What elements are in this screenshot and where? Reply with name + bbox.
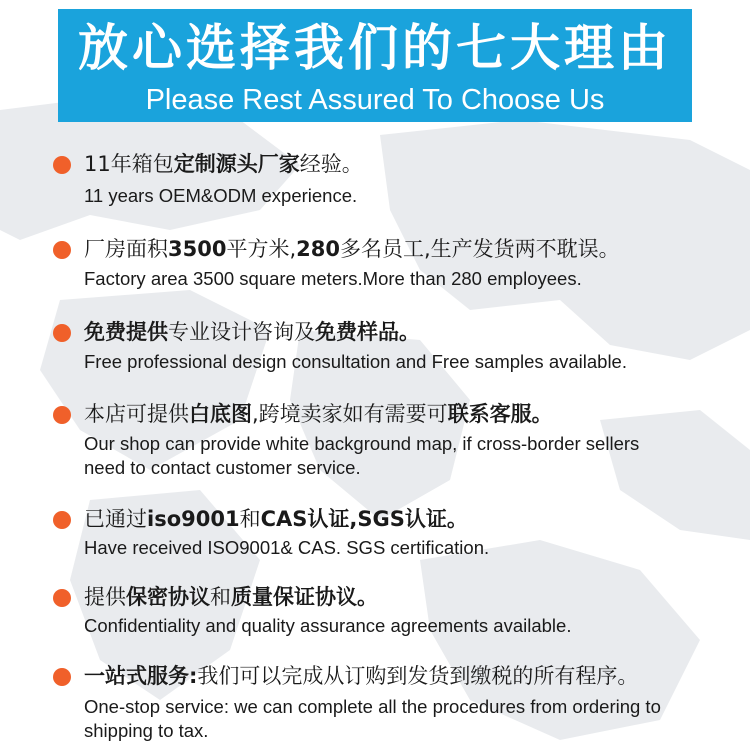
reason-zh-bold-segment: 免费提供	[84, 320, 168, 344]
reason-zh-bold-segment: 联系客服。	[447, 402, 553, 426]
reason-zh-bold-segment: 280	[296, 237, 340, 261]
reason-zh-segment: ,跨境卖家如有需要可	[252, 402, 448, 426]
bullet-dot-icon	[53, 324, 71, 342]
reason-en: Have received ISO9001& CAS. SGS certification.	[84, 537, 490, 558]
reason-zh	[84, 235, 620, 263]
reason-zh	[84, 400, 553, 428]
header-banner	[58, 9, 692, 122]
reason-zh-segment: 厂房面积	[84, 237, 168, 261]
bullet-dot-icon	[53, 406, 71, 424]
reason-zh-segment: 多名员工,生产发货两不耽误。	[339, 237, 620, 261]
reason-zh	[84, 662, 638, 690]
reason-zh-segment: 提供	[84, 585, 126, 609]
reason-zh-segment: 本店可提供	[84, 402, 189, 426]
reason-zh-segment: 经验。	[299, 152, 363, 176]
bullet-dot-icon	[53, 241, 71, 259]
reason-en: Factory area 3500 square meters.More than 280 employees.	[84, 268, 582, 289]
reason-zh	[84, 505, 468, 533]
reason-zh	[84, 583, 378, 611]
reason-zh-segment: 我们可以完成从订购到发货到缴税的所有程序。	[197, 664, 639, 688]
reason-zh-segment: 和	[210, 585, 231, 609]
reason-zh-segment: 平方米,	[226, 237, 297, 261]
reason-en: Free professional design consultation and Free samples available.	[84, 351, 627, 372]
reason-zh-bold-segment: CAS认证,SGS认证。	[260, 507, 468, 531]
reason-zh-bold-segment: 免费样品。	[315, 320, 420, 344]
reason-en: Confidentiality and quality assurance agreements available.	[84, 615, 572, 636]
reason-zh-bold-segment: 一站式服务:	[84, 664, 198, 688]
reason-en: Our shop can provide white background map, if cross-border sellers need to contact customer service.	[84, 433, 640, 478]
reason-zh-segment: 和	[239, 507, 261, 531]
reason-zh-bold-segment: iso9001	[147, 507, 240, 531]
reason-en: 11 years OEM&ODM experience.	[84, 185, 358, 206]
reason-zh-segment: 11年箱包	[84, 152, 174, 176]
banner-title: 放心选择我们的七大理由	[78, 19, 672, 77]
reason-en: One-stop service: we can complete all the procedures from ordering to shipping to tax.	[84, 696, 661, 741]
reason-zh-bold-segment: 3500	[168, 237, 227, 261]
reason-zh	[84, 150, 363, 178]
bullet-dot-icon	[53, 511, 71, 529]
reason-zh-bold-segment: 质量保证协议。	[231, 585, 378, 609]
bullet-dot-icon	[53, 668, 71, 686]
reason-zh	[84, 318, 420, 346]
bullet-dot-icon	[53, 156, 71, 174]
reason-zh-bold-segment: 白底图	[189, 402, 252, 426]
reason-zh-bold-segment: 保密协议	[126, 585, 210, 609]
bullet-dot-icon	[53, 589, 71, 607]
banner-subtitle: Please Rest Assured To Choose Us	[145, 84, 605, 116]
reason-zh-segment: 专业设计咨询及	[168, 320, 315, 344]
reason-zh-bold-segment: 定制源头厂家	[173, 152, 300, 176]
reason-zh-segment: 已通过	[84, 507, 147, 531]
